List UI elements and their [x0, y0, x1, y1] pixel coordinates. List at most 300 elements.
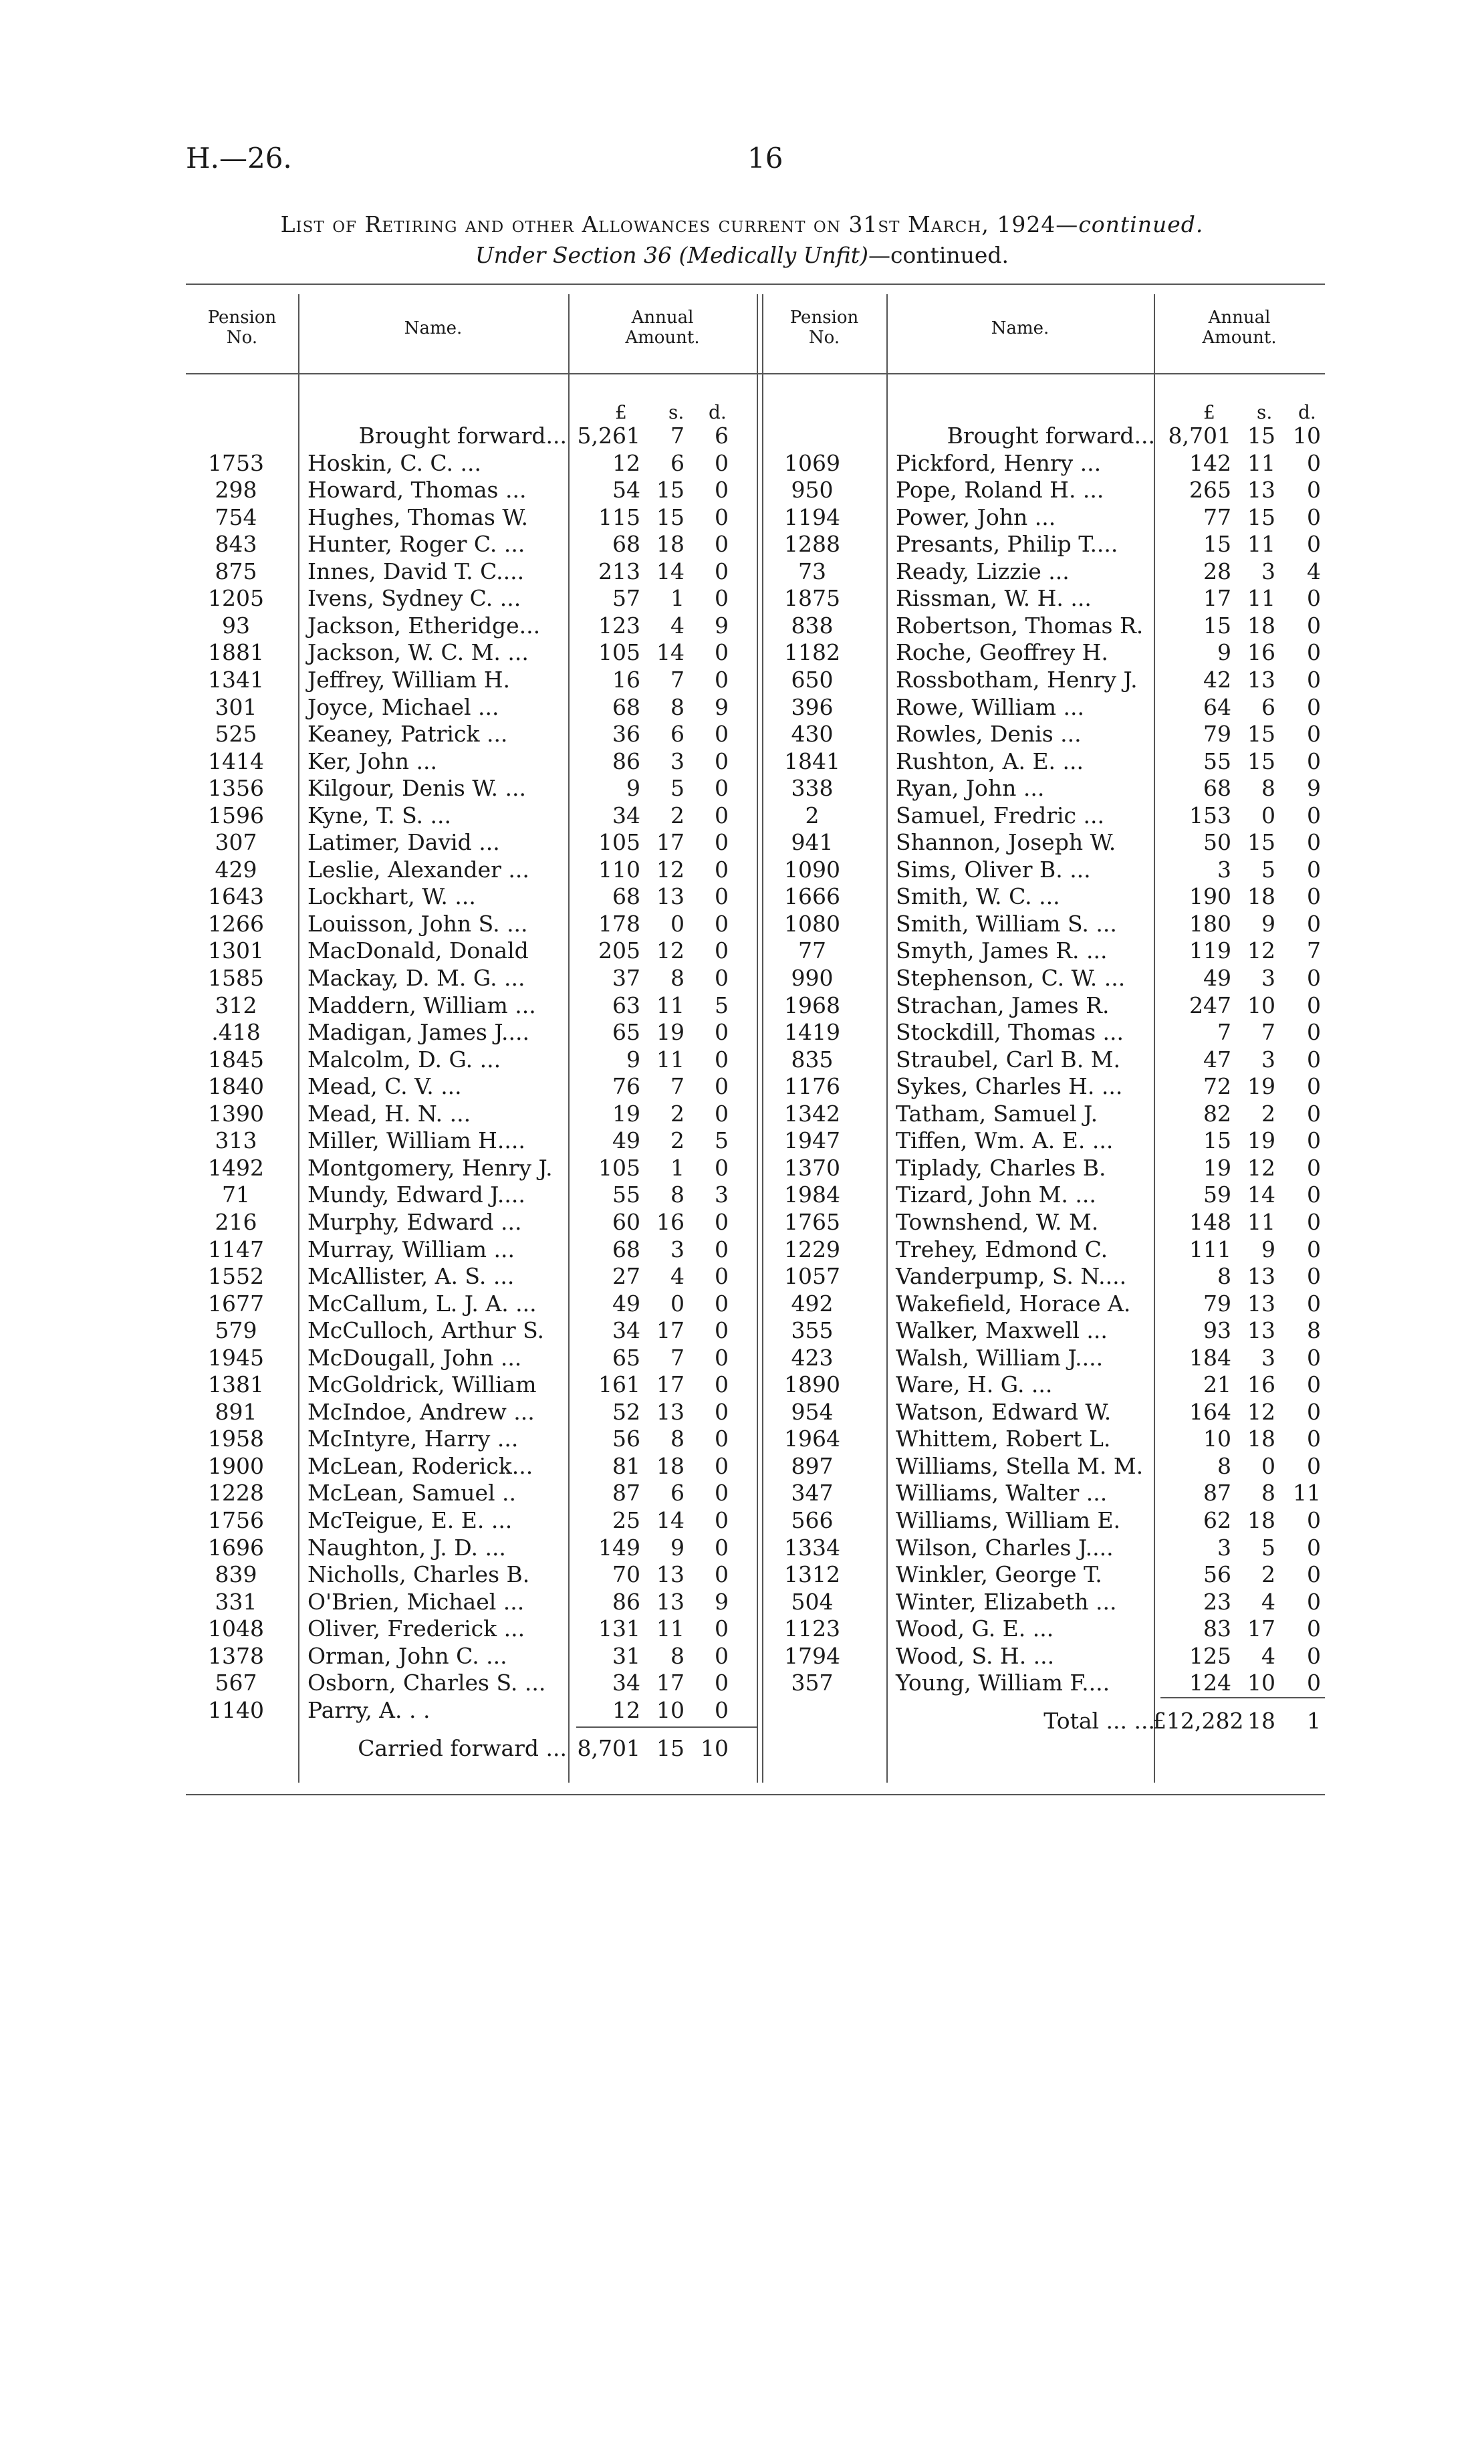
pension-number: 567 [215, 1670, 257, 1696]
amount-pence: 9 [715, 693, 729, 720]
amount-shillings: 5 [670, 775, 685, 802]
pension-number: 338 [791, 775, 834, 802]
unit-pounds-left: £ [615, 401, 627, 423]
pensioner-name: Williams, Walter ... [896, 1480, 1108, 1506]
pension-number: 492 [791, 1290, 834, 1317]
pension-number: 1048 [208, 1615, 264, 1642]
table-top-rule [186, 284, 1325, 285]
amount-shillings: 4 [1261, 1642, 1275, 1669]
pension-number: 1182 [784, 639, 840, 666]
pensioner-name: Winter, Elizabeth ... [896, 1588, 1117, 1615]
pension-number: 1301 [208, 937, 264, 964]
amount-pence: 0 [1307, 693, 1321, 720]
amount-shillings: 7 [670, 423, 685, 449]
amount-pence: 0 [1307, 612, 1321, 639]
amount-pence: 0 [1307, 1182, 1321, 1208]
pension-number: 754 [215, 503, 257, 530]
amount-shillings: 17 [1247, 1615, 1275, 1642]
amount-shillings: 5 [1261, 856, 1275, 883]
pension-number: 1069 [784, 449, 840, 476]
pensioner-name: Naughton, J. D. ... [307, 1534, 506, 1561]
pension-number: 1643 [208, 883, 264, 910]
total-rule [1160, 1697, 1325, 1698]
amount-pounds: 60 [612, 1208, 640, 1235]
amount-pence: 0 [715, 639, 729, 666]
pension-number: 1312 [784, 1561, 840, 1588]
amount-pounds: 59 [1203, 1182, 1231, 1208]
table-row [186, 612, 729, 639]
pensioner-name: McGoldrick, William [307, 1371, 537, 1398]
table-row [186, 1399, 729, 1426]
table-row [186, 1209, 729, 1236]
amount-pounds: 9 [626, 1046, 640, 1073]
amount-pounds: 65 [612, 1019, 640, 1046]
pension-number: 1840 [208, 1073, 264, 1100]
pension-number: 1057 [784, 1263, 840, 1290]
amount-pounds: 56 [1203, 1561, 1231, 1588]
amount-pence: 0 [1307, 449, 1321, 476]
amount-pence: 0 [1307, 1127, 1321, 1154]
amount-shillings: 7 [1261, 1019, 1275, 1046]
amount-shillings: 7 [670, 666, 685, 693]
pension-number: 1881 [208, 639, 264, 666]
amount-pounds: 68 [612, 693, 640, 720]
amount-pence: 0 [1307, 1208, 1321, 1235]
pensioner-name: Vanderpump, S. N.... [896, 1263, 1127, 1290]
amount-pence: 0 [1307, 1452, 1321, 1479]
pensioner-name: Malcolm, D. G. ... [307, 1046, 501, 1073]
pension-number: 312 [215, 992, 257, 1018]
amount-pence: 0 [715, 1480, 729, 1506]
amount-pounds: 28 [1203, 558, 1231, 584]
amount-pence: 0 [715, 775, 729, 802]
pension-number: 1756 [208, 1507, 264, 1533]
amount-pence: 0 [715, 1317, 729, 1344]
table-row [186, 531, 729, 558]
pensioner-name: Miller, William H.... [307, 1127, 525, 1154]
pensioner-name: McTeigue, E. E. ... [307, 1507, 513, 1533]
amount-pounds: 36 [612, 721, 640, 748]
pensioner-name: McDougall, John ... [307, 1344, 522, 1371]
amount-pounds: 34 [612, 1317, 640, 1344]
amount-shillings: 15 [1247, 423, 1275, 449]
pensioner-name: Young, William F.... [896, 1670, 1110, 1696]
table-row [186, 1073, 729, 1100]
amount-pence: 0 [1307, 802, 1321, 828]
pensioner-name: Mead, H. N. ... [307, 1100, 471, 1127]
table-row [769, 585, 1321, 612]
amount-pounds: £12,282 [1152, 1708, 1244, 1734]
amount-pence: 0 [1307, 748, 1321, 774]
amount-pence: 0 [1307, 1561, 1321, 1588]
table-row [186, 965, 729, 992]
amount-pounds: 142 [1189, 449, 1231, 476]
amount-shillings: 4 [670, 612, 685, 639]
amount-shillings: 14 [1247, 1182, 1275, 1208]
pension-number: 1677 [208, 1290, 264, 1317]
table-row [186, 1589, 729, 1615]
pension-number: 1968 [784, 992, 840, 1018]
table-row [769, 1263, 1321, 1290]
amount-pence: 0 [1307, 639, 1321, 666]
pensioner-name: Walsh, William J.... [896, 1344, 1104, 1371]
amount-shillings: 14 [656, 1507, 685, 1533]
amount-pence: 11 [1293, 1480, 1321, 1506]
pension-number: 579 [215, 1317, 257, 1344]
amount-pounds: 110 [598, 856, 640, 883]
amount-shillings: 15 [656, 1734, 685, 1761]
pensioner-name: Oliver, Frederick ... [307, 1615, 525, 1642]
amount-pence: 0 [715, 585, 729, 612]
amount-pounds: 68 [612, 531, 640, 558]
amount-shillings: 7 [670, 1073, 685, 1100]
amount-shillings: 17 [656, 1371, 685, 1398]
amount-shillings: 9 [1261, 910, 1275, 937]
pensioner-name: Mead, C. V. ... [307, 1073, 462, 1100]
amount-pounds: 15 [1203, 1127, 1231, 1154]
pension-number: 1370 [784, 1154, 840, 1181]
pension-number: 1140 [208, 1696, 264, 1723]
table-row [186, 748, 729, 775]
pensioner-name: Shannon, Joseph W. [896, 829, 1116, 856]
pension-number: 1229 [784, 1236, 840, 1262]
amount-pence: 0 [715, 666, 729, 693]
amount-pence: 0 [715, 1670, 729, 1696]
table-row [769, 1317, 1321, 1344]
pensioner-name: Orman, John C. ... [307, 1642, 507, 1669]
pension-number: 1958 [208, 1426, 264, 1452]
amount-shillings: 0 [1261, 1452, 1275, 1479]
amount-shillings: 10 [1247, 992, 1275, 1018]
pensioner-name: Trehey, Edmond C. [896, 1236, 1108, 1262]
amount-pence: 10 [1293, 423, 1321, 449]
amount-pounds: 9 [626, 775, 640, 802]
amount-pounds: 68 [1203, 775, 1231, 802]
amount-pounds: 213 [598, 558, 640, 584]
amount-shillings: 8 [670, 1642, 685, 1669]
amount-shillings: 0 [670, 1290, 685, 1317]
pensioner-name: Innes, David T. C.... [307, 558, 525, 584]
amount-pounds: 105 [598, 829, 640, 856]
amount-pounds: 125 [1189, 1642, 1231, 1669]
amount-pounds: 115 [598, 503, 640, 530]
amount-pence: 0 [1307, 910, 1321, 937]
pension-number: 1390 [208, 1100, 264, 1127]
amount-shillings: 6 [1261, 693, 1275, 720]
pensioner-name: McIntyre, Harry ... [307, 1426, 519, 1452]
unit-pence-left: d. [709, 401, 727, 423]
amount-shillings: 13 [656, 1561, 685, 1588]
amount-pence: 0 [1307, 477, 1321, 503]
amount-pounds: 124 [1189, 1670, 1231, 1696]
pensioner-name: Smith, William S. ... [896, 910, 1117, 937]
table-row [769, 802, 1321, 829]
table-row [186, 1317, 729, 1344]
pensioner-name: Keaney, Patrick ... [307, 721, 508, 748]
amount-shillings: 13 [1247, 1317, 1275, 1344]
pension-number: 1596 [208, 802, 264, 828]
pension-number: 1342 [784, 1100, 840, 1127]
pension-number: 1696 [208, 1534, 264, 1561]
pensioner-name: Jeffrey, William H. [307, 666, 511, 693]
pensioner-name: Smyth, James R. ... [896, 937, 1108, 964]
amount-shillings: 3 [1261, 1046, 1275, 1073]
amount-pounds: 34 [612, 1670, 640, 1696]
pension-number: 1845 [208, 1046, 264, 1073]
amount-shillings: 6 [670, 449, 685, 476]
pension-number: 891 [215, 1398, 257, 1425]
page-title [0, 211, 1484, 237]
table-row [186, 1345, 729, 1371]
pension-number: 1266 [208, 910, 264, 937]
pensioner-name: Rissman, W. H. ... [896, 585, 1092, 612]
amount-pounds: 81 [612, 1452, 640, 1479]
table-row [186, 1480, 729, 1506]
pensioner-name: Tiplady, Charles B. [896, 1154, 1106, 1181]
amount-pence: 0 [1307, 585, 1321, 612]
amount-shillings: 3 [670, 1236, 685, 1262]
pensioner-name: Jackson, W. C. M. ... [307, 639, 529, 666]
pension-number: 839 [215, 1561, 257, 1588]
amount-pence: 0 [715, 1290, 729, 1317]
amount-pence: 4 [1307, 558, 1321, 584]
amount-pence: 1 [1307, 1708, 1321, 1734]
amount-pence: 0 [715, 1046, 729, 1073]
amount-shillings: 12 [1247, 1398, 1275, 1425]
table-row [186, 1426, 729, 1452]
amount-pence: 5 [715, 1127, 729, 1154]
pension-number: 1492 [208, 1154, 264, 1181]
table-row [769, 1371, 1321, 1398]
pension-number: 1984 [784, 1182, 840, 1208]
pensioner-name: Murray, William ... [307, 1236, 515, 1262]
amount-shillings: 13 [656, 1398, 685, 1425]
carried-forward-label: Carried forward ... [358, 1734, 567, 1761]
pension-number: 77 [798, 937, 826, 964]
table-row [769, 1643, 1321, 1670]
divider-center-b [762, 294, 763, 1783]
page-header [0, 142, 1484, 182]
amount-pounds: 87 [1203, 1480, 1231, 1506]
table-row [769, 1019, 1321, 1046]
brought-forward-label: Brought forward... [947, 423, 1155, 449]
pensioner-name: Lockhart, W. ... [307, 883, 476, 910]
amount-shillings: 18 [1247, 1426, 1275, 1452]
pension-number: .418 [211, 1019, 261, 1046]
amount-pence: 0 [1307, 1154, 1321, 1181]
amount-pence: 0 [715, 1615, 729, 1642]
amount-pounds: 27 [612, 1263, 640, 1290]
pension-number: 1381 [208, 1371, 264, 1398]
total-label: Total ... ... [1043, 1708, 1155, 1734]
pensioner-name: Whittem, Robert L. [896, 1426, 1111, 1452]
pensioner-name: McCallum, L. J. A. ... [307, 1290, 537, 1317]
amount-shillings: 18 [1247, 612, 1275, 639]
header-right-name: Name. [991, 318, 1049, 338]
amount-shillings: 15 [1247, 503, 1275, 530]
amount-pence: 0 [1307, 1642, 1321, 1669]
amount-pence: 0 [1307, 829, 1321, 856]
amount-shillings: 1 [670, 1154, 685, 1181]
table-row [769, 721, 1321, 748]
amount-pence: 0 [715, 1100, 729, 1127]
table-row [186, 937, 729, 964]
amount-pounds: 87 [612, 1480, 640, 1506]
pensioner-name: Rowe, William ... [896, 693, 1084, 720]
table-row [769, 1073, 1321, 1100]
amount-pence: 0 [715, 1236, 729, 1262]
table-row [769, 450, 1321, 477]
amount-pence: 0 [1307, 1290, 1321, 1317]
amount-pence: 0 [715, 1452, 729, 1479]
table-row [186, 1046, 729, 1073]
amount-pounds: 34 [612, 802, 640, 828]
table-row [769, 558, 1321, 585]
pension-number: 396 [791, 693, 834, 720]
title-main: List of Retiring and other Allowances current on 31st March, 1924— [280, 211, 1079, 237]
table-row [186, 721, 729, 748]
pensioner-name: Sykes, Charles H. ... [896, 1073, 1123, 1100]
amount-pounds: 56 [612, 1426, 640, 1452]
amount-shillings: 1 [670, 585, 685, 612]
amount-shillings: 11 [656, 1046, 685, 1073]
amount-shillings: 18 [1247, 883, 1275, 910]
pension-number: 307 [215, 829, 257, 856]
amount-shillings: 2 [670, 1100, 685, 1127]
pensioner-name: McAllister, A. S. ... [307, 1263, 515, 1290]
amount-pounds: 49 [612, 1290, 640, 1317]
amount-shillings: 11 [656, 992, 685, 1018]
table-row [769, 1127, 1321, 1154]
amount-pence: 0 [1307, 1236, 1321, 1262]
pension-number: 1090 [784, 856, 840, 883]
amount-pence: 5 [715, 992, 729, 1018]
amount-pence: 0 [715, 1371, 729, 1398]
amount-pence: 0 [1307, 1019, 1321, 1046]
amount-pence: 0 [1307, 856, 1321, 883]
amount-shillings: 19 [1247, 1073, 1275, 1100]
amount-pence: 0 [715, 965, 729, 991]
pension-number: 1228 [208, 1480, 264, 1506]
pensioner-name: Hughes, Thomas W. [307, 503, 529, 530]
pensioner-name: Hoskin, C. C. ... [307, 449, 481, 476]
pension-number: 843 [215, 531, 257, 558]
amount-shillings: 17 [656, 1317, 685, 1344]
table-row [769, 667, 1321, 693]
header-left-pension-no: Pension No. [207, 308, 277, 348]
amount-pence: 0 [1307, 1670, 1321, 1696]
unit-shillings-left: s. [668, 401, 685, 423]
amount-pounds: 17 [1203, 585, 1231, 612]
table-row [769, 748, 1321, 775]
amount-shillings: 18 [656, 531, 685, 558]
pensioner-name: O'Brien, Michael ... [307, 1588, 525, 1615]
amount-pounds: 83 [1203, 1615, 1231, 1642]
amount-pence: 0 [715, 937, 729, 964]
table-row [769, 1345, 1321, 1371]
amount-pence: 0 [1307, 1507, 1321, 1533]
unit-pence-right: d. [1298, 401, 1316, 423]
amount-pounds: 82 [1203, 1100, 1231, 1127]
amount-shillings: 11 [656, 1615, 685, 1642]
amount-shillings: 15 [1247, 748, 1275, 774]
pension-number: 429 [215, 856, 257, 883]
amount-pence: 0 [1307, 1046, 1321, 1073]
pensioner-name: Osborn, Charles S. ... [307, 1670, 546, 1696]
amount-pounds: 247 [1189, 992, 1231, 1018]
pension-number: 1841 [784, 748, 840, 774]
pensioner-name: Parry, A. . . [307, 1696, 430, 1723]
pensioner-name: Townshend, W. M. [896, 1208, 1099, 1235]
table-row [186, 1263, 729, 1290]
amount-shillings: 13 [1247, 1290, 1275, 1317]
pension-number: 2 [805, 802, 820, 828]
unit-pounds-right: £ [1203, 401, 1215, 423]
amount-shillings: 8 [670, 693, 685, 720]
amount-shillings: 16 [1247, 1371, 1275, 1398]
pensioner-name: Walker, Maxwell ... [896, 1317, 1108, 1344]
total-row [769, 1708, 1321, 1734]
table-row [186, 911, 729, 937]
amount-pounds: 50 [1203, 829, 1231, 856]
amount-pence: 0 [1307, 1344, 1321, 1371]
pension-number: 298 [215, 477, 257, 503]
pensioner-name: Rossbotham, Henry J. [896, 666, 1138, 693]
amount-pence: 0 [1307, 1426, 1321, 1452]
amount-shillings: 14 [656, 558, 685, 584]
pensioner-name: Rowles, Denis ... [896, 721, 1082, 748]
table-row [769, 1589, 1321, 1615]
amount-pence: 0 [715, 829, 729, 856]
amount-pence: 0 [715, 1534, 729, 1561]
pension-number: 1585 [208, 965, 264, 991]
document-reference: H.—26. [186, 142, 292, 175]
table-row [769, 1236, 1321, 1263]
amount-pounds: 3 [1217, 1534, 1231, 1561]
amount-shillings: 9 [1261, 1236, 1275, 1262]
amount-pounds: 15 [1203, 612, 1231, 639]
table-row [186, 1697, 729, 1724]
pensioner-name: McCulloch, Arthur S. [307, 1317, 545, 1344]
amount-pounds: 8 [1217, 1452, 1231, 1479]
amount-pence: 0 [715, 1208, 729, 1235]
table-row [769, 937, 1321, 964]
pension-number: 301 [215, 693, 257, 720]
pension-number: 1890 [784, 1371, 840, 1398]
subtitle-section: Under Section 36 (Medically Unfit) [475, 242, 868, 268]
pensioner-name: Roche, Geoffrey H. [896, 639, 1108, 666]
pensioner-name: Williams, William E. [896, 1507, 1121, 1533]
table-row [769, 1291, 1321, 1317]
amount-pence: 0 [715, 856, 729, 883]
pension-number: 1194 [784, 503, 840, 530]
amount-shillings: 13 [1247, 477, 1275, 503]
amount-shillings: 2 [670, 1127, 685, 1154]
table-row [186, 1643, 729, 1670]
amount-pounds: 180 [1189, 910, 1231, 937]
pension-number: 990 [791, 965, 834, 991]
table-row [186, 1127, 729, 1154]
pensioner-name: Mackay, D. M. G. ... [307, 965, 525, 991]
table-row [186, 1371, 729, 1398]
pension-number: 954 [791, 1398, 834, 1425]
carried-forward-row [186, 1735, 729, 1762]
pensioner-name: Tatham, Samuel J. [896, 1100, 1098, 1127]
pensioner-name: Tiffen, Wm. A. E. ... [896, 1127, 1114, 1154]
amount-pence: 0 [715, 1426, 729, 1452]
amount-shillings: 6 [670, 721, 685, 748]
table-row [769, 639, 1321, 666]
